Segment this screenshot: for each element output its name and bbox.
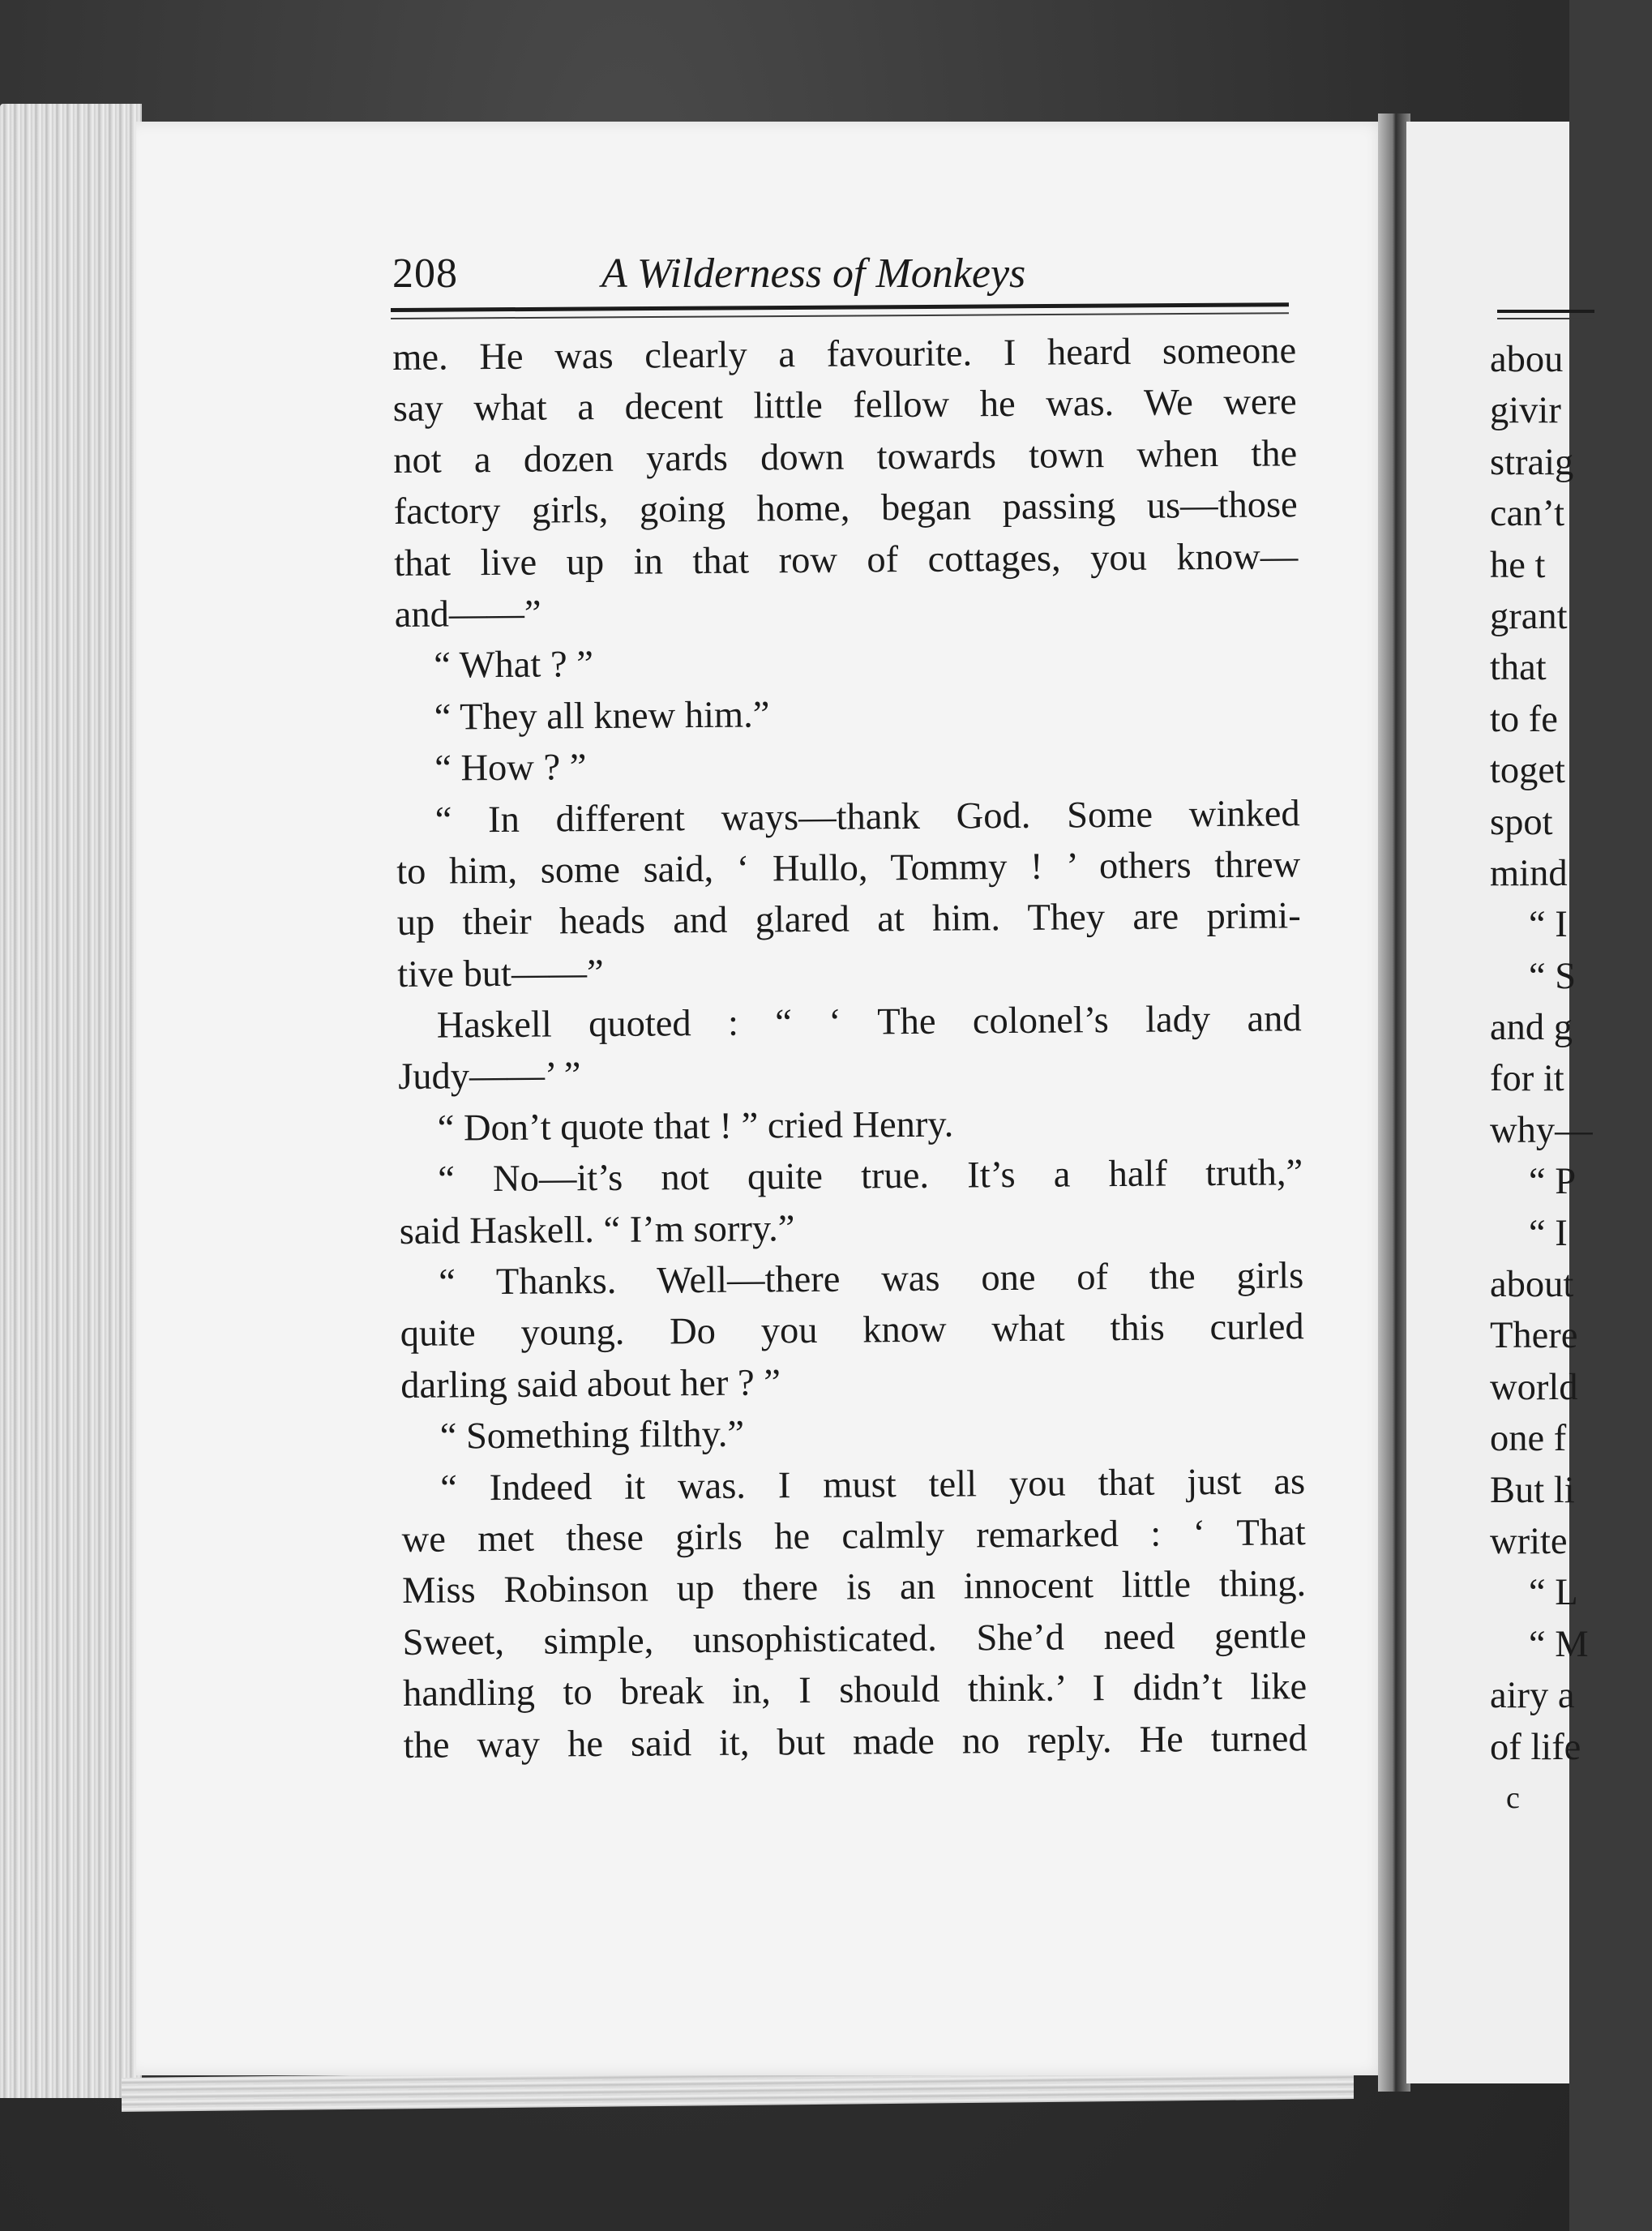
- text-line: “ How ? ”: [434, 747, 587, 790]
- text-line: Haskell quoted : “ ‘ The colonel’s lady and: [436, 998, 1302, 1047]
- right-header-rule-thin: [1497, 318, 1594, 319]
- text-line: and——”: [394, 593, 541, 636]
- text-line-fragment: and g: [1490, 1007, 1573, 1049]
- running-title: A Wilderness of Monkeys: [601, 251, 1026, 297]
- text-line: me. He was clearly a favourite. I heard someone: [392, 330, 1297, 379]
- text-line-fragment: grant: [1490, 595, 1568, 637]
- text-line: “ What ? ”: [434, 644, 594, 687]
- text-line-fragment: can’t: [1490, 493, 1565, 535]
- text-line: up their heads and glared at him. They are primi-: [396, 895, 1301, 944]
- text-line: said Haskell. “ I’m sorry.”: [399, 1207, 795, 1253]
- text-line: that live up in that row of cottages, you know—: [394, 535, 1299, 585]
- text-line-fragment: mind: [1490, 852, 1568, 894]
- text-line-fragment: But li: [1490, 1469, 1575, 1511]
- text-line: “ Something filthy.”: [439, 1413, 745, 1458]
- text-line: tive but——”: [397, 952, 604, 996]
- text-line: quite young. Do you know what this curled: [400, 1306, 1304, 1355]
- text-line-fragment: airy a: [1490, 1675, 1575, 1717]
- text-line: Sweet, simple, unsophisticated. She’d need gentle: [402, 1614, 1307, 1664]
- right-page-text: [1490, 334, 1652, 1824]
- text-line: we met these girls he calmly remarked : ‘ That: [401, 1512, 1306, 1561]
- text-line: “ Thanks. Well—there was one of the girls: [439, 1255, 1304, 1304]
- text-line-fragment: “ I: [1529, 904, 1568, 946]
- text-line: factory girls, going home, began passing us—those: [393, 484, 1298, 533]
- text-line: “ Indeed it was. I must tell you that just as: [439, 1460, 1306, 1509]
- text-line: “ In different ways—thank God. Some winked: [434, 792, 1300, 841]
- text-line-fragment: for it: [1490, 1058, 1564, 1100]
- text-line: handling to break in, I should think.’ I didn’t like: [402, 1666, 1307, 1715]
- text-line-fragment: of life: [1490, 1726, 1581, 1768]
- text-line: the way he said it, but made no reply. He turned: [403, 1717, 1307, 1766]
- text-line-fragment: “ P: [1529, 1161, 1577, 1203]
- text-line-fragment: world: [1490, 1366, 1578, 1408]
- text-line-fragment: that: [1490, 647, 1547, 689]
- text-line-fragment: straig: [1490, 441, 1574, 483]
- text-line: “ They all knew him.”: [434, 694, 770, 739]
- right-header-rule-thick: [1497, 310, 1594, 313]
- text-line-fragment: write: [1490, 1520, 1568, 1562]
- text-line-fragment: “ S: [1529, 955, 1577, 997]
- left-page-text: [392, 325, 1307, 1771]
- page-header: [392, 243, 1292, 308]
- text-line-fragment: to fe: [1490, 698, 1558, 740]
- text-line-fragment: “ L: [1529, 1572, 1578, 1614]
- right-page: [1406, 122, 1593, 2083]
- text-line-fragment: “ M: [1529, 1623, 1589, 1665]
- text-line: “ No—it’s not quite true. It’s a half truth,”: [438, 1152, 1303, 1201]
- text-line-fragment: he t: [1490, 544, 1546, 586]
- text-line: say what a decent little fellow he was. We were: [392, 381, 1297, 430]
- text-line: “ Don’t quote that ! ” cried Henry.: [437, 1103, 954, 1150]
- text-line-fragment: abou: [1490, 339, 1564, 380]
- page-edge-stack: [0, 104, 142, 2098]
- text-line-fragment: “ I: [1529, 1212, 1568, 1254]
- text-line-fragment: one f: [1490, 1418, 1567, 1460]
- text-line-fragment: c: [1506, 1780, 1520, 1815]
- text-line-fragment: givir: [1490, 390, 1561, 432]
- text-line-fragment: spot: [1490, 801, 1553, 843]
- text-line: darling said about her ? ”: [400, 1362, 781, 1407]
- text-line-fragment: why—: [1490, 1109, 1593, 1151]
- text-line: Judy——’ ”: [398, 1055, 581, 1098]
- text-line: Miss Robinson up there is an innocent little thing.: [401, 1563, 1307, 1612]
- page-number: 208: [392, 251, 458, 297]
- text-line-fragment: toget: [1490, 750, 1565, 792]
- text-line-fragment: about: [1490, 1264, 1574, 1306]
- text-line: not a dozen yards down towards town when the: [393, 433, 1298, 482]
- text-line-fragment: There: [1490, 1315, 1578, 1357]
- book-gutter: [1378, 113, 1410, 2092]
- text-line: to him, some said, ‘ Hullo, Tommy ! ’ others threw: [396, 844, 1301, 893]
